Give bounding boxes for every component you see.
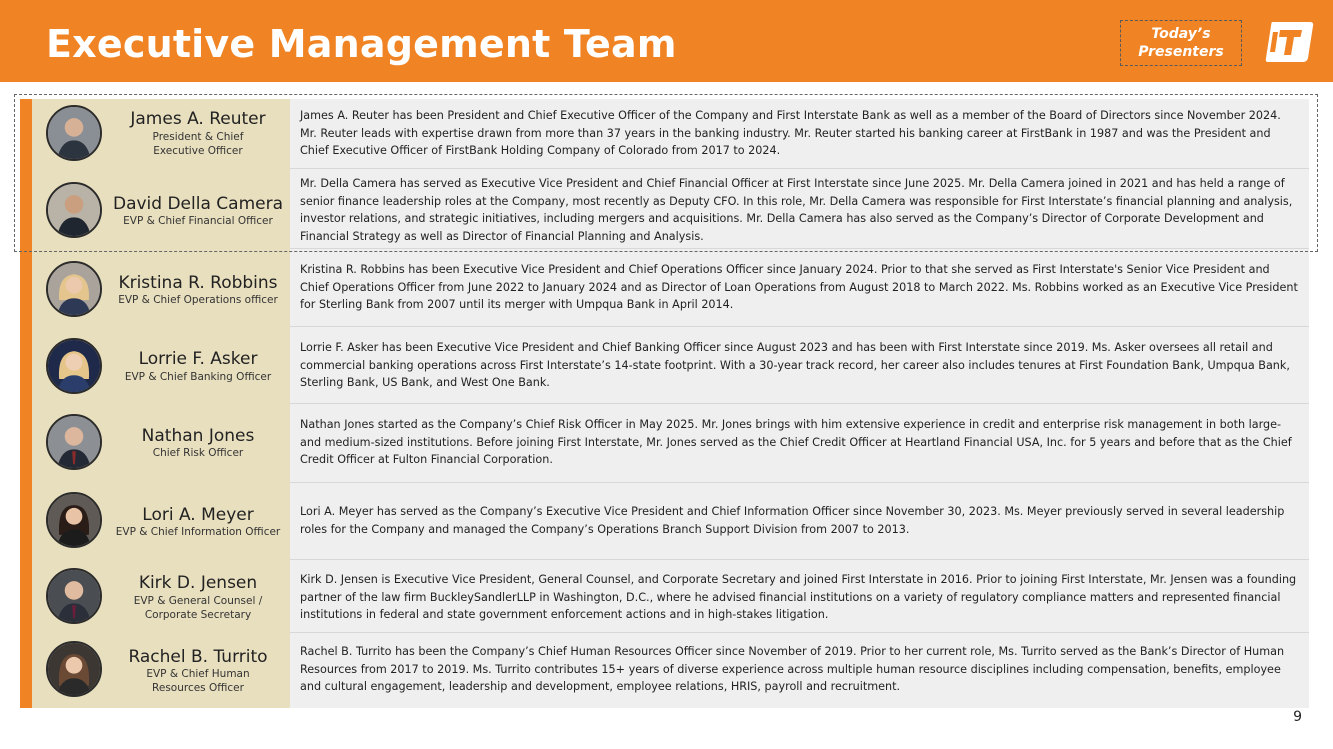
avatar: [46, 414, 102, 470]
executive-bio: Rachel B. Turrito has been the Company’s Chief Human Resources Officer since November of 2019. Prior to her current role, Ms. Turrito served as the Bank’s Director of Human Resources from 2017 to 2019. Ms. Turrito contributes 15+ years of diverse experience across multiple human resource disciplines including compensation, benefits, employee and cultural engagement, leadership and development, employee relations, HRIS, payroll and recruitment.: [300, 645, 1285, 694]
executive-name: Rachel B. Turrito: [128, 647, 268, 667]
executive-row: [32, 633, 1309, 708]
todays-presenters-label: Today’s Presenters: [1120, 20, 1242, 66]
avatar: [46, 261, 102, 317]
executive-name: James A. Reuter: [130, 109, 266, 129]
executive-title: President & Chief Executive Officer: [152, 131, 244, 157]
executive-bio: Kristina R. Robbins has been Executive Vice President and Chief Operations Officer since January 2024. Prior to that she served as First Interstate's Senior Vice President and Chief Operations Officer from June 2022 to January 2024 and as Director of Loan Operations from August 2018 to March 2022. Ms. Robbins worked as an Executive Vice President for Sterling Bank from 2007 until its merger with Umpqua Bank in April 2014.: [300, 263, 1298, 312]
executive-bio: Mr. Della Camera has served as Executive Vice President and Chief Financial Officer at First Interstate since June 2025. Mr. Della Camera joined in 2021 and has held a range of senior finance leadership roles at the Company, most recently as Deputy CFO. In this role, Mr. Della Camera was responsible for First Interstate’s financial planning and analysis, investor relations, and strategic initiatives, including mergers and acquisitions. Mr. Della Camera has also served as the Company’s Director of Corporate Development and Financial Strategy as well as Director of Financial Planning and Analysis.: [300, 177, 1293, 243]
executive-bio: James A. Reuter has been President and Chief Executive Officer of the Company and First Interstate Bank as well as a member of the Board of Directors since November 2024. Mr. Reuter leads with expertise drawn from more than 37 years in the banking industry. Mr. Reuter started his banking career at FirstBank in 1987 and was the President and Chief Executive Officer of FirstBank Holding Company of Colorado from 2017 to 2024.: [300, 109, 1281, 158]
executive-name: Kirk D. Jensen: [138, 573, 258, 593]
executive-title: Chief Risk Officer: [152, 447, 244, 459]
executive-title: EVP & Chief Banking Officer: [124, 371, 272, 383]
page-number: 9: [1293, 709, 1302, 725]
executive-row: [32, 560, 1309, 633]
executive-bio: Lorrie F. Asker has been Executive Vice President and Chief Banking Officer since August 2023 and has been with First Interstate since 2019. Ms. Asker oversees all retail and commercial banking operations across First Interstate’s 14-state footprint. With a 30-year track record, her career also includes tenures at First Foundation Bank, Umpqua Bank, Sterling Bank, US Bank, and West One Bank.: [300, 341, 1290, 390]
executive-bio: Kirk D. Jensen is Executive Vice President, General Counsel, and Corporate Secretary and joined First Interstate in 2016. Prior to joining First Interstate, Mr. Jensen was a founding partner of the law firm BuckleySandlerLLP in Washington, D.C., where he advised financial institutions on a variety of regulatory compliance matters and represented financial institutions in federal and state government enforcement actions and in high-stakes litigation.: [300, 573, 1297, 622]
executive-row: [32, 249, 1309, 327]
executive-bio: Lori A. Meyer has served as the Company’s Executive Vice President and Chief Information Officer since November 30, 2023. Ms. Meyer previously served in several leadership roles for the Company and managed the Company’s Operations Branch Support Division from 2007 to 2013.: [300, 505, 1285, 536]
executive-name: David Della Camera: [112, 194, 284, 214]
executive-title: EVP & Chief Operations officer: [118, 294, 278, 306]
executive-title: EVP & Chief Financial Officer: [123, 215, 273, 227]
executive-row: [32, 483, 1309, 560]
executive-name: Lori A. Meyer: [142, 505, 254, 525]
executive-title: EVP & Chief Human Resources Officer: [146, 668, 250, 694]
executive-title: EVP & General Counsel / Corporate Secretary: [133, 595, 263, 621]
page-title: Executive Management Team: [46, 22, 677, 66]
executive-name: Nathan Jones: [141, 426, 255, 446]
todays-presenters-highlight: [14, 94, 1318, 252]
header-bar: [0, 0, 1333, 82]
avatar: [46, 338, 102, 394]
avatar: [46, 641, 102, 697]
avatar: [46, 492, 102, 548]
executive-name: Kristina R. Robbins: [118, 273, 278, 293]
company-logo-icon: [1264, 18, 1316, 66]
executive-title: EVP & Chief Information Officer: [115, 526, 281, 538]
executive-row: [32, 404, 1309, 483]
avatar: [46, 568, 102, 624]
executive-bio: Nathan Jones started as the Company’s Chief Risk Officer in May 2025. Mr. Jones brings with him extensive experience in credit and enterprise risk management in both large- and medium-sized institutions. Before joining First Interstate, Mr. Jones served as the Chief Credit Officer at Heartland Financial USA, Inc. for 5 years and before that as the Chief Credit Officer at Fulton Financial Corporation.: [300, 418, 1292, 467]
executive-row: [32, 327, 1309, 404]
executive-name: Lorrie F. Asker: [138, 349, 258, 369]
